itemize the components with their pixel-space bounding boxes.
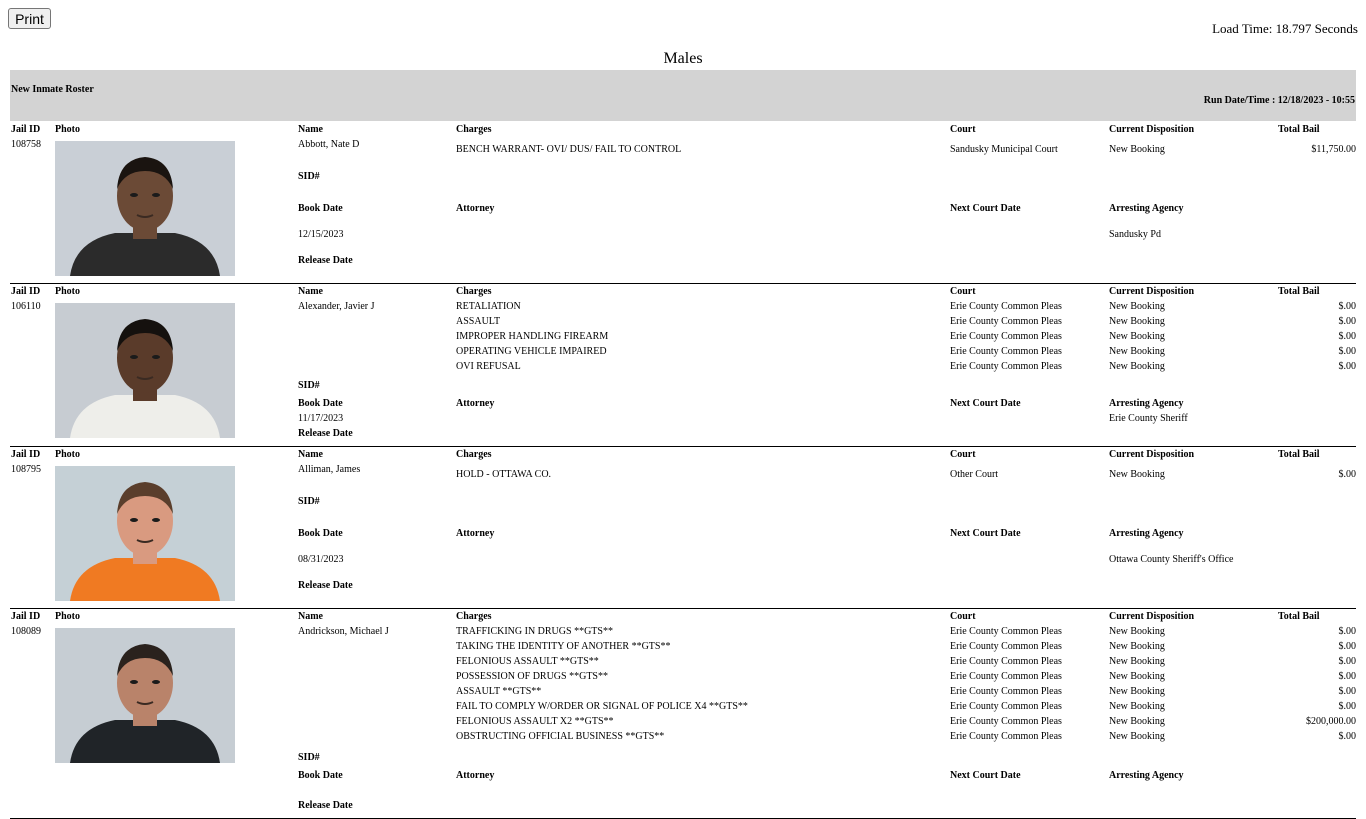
next-court-date-label: Next Court Date — [950, 398, 1021, 409]
charge-court: Erie County Common Pleas — [950, 671, 1062, 682]
charge-disposition: New Booking — [1109, 671, 1165, 682]
charges-label: Charges — [456, 124, 492, 135]
inmate-record — [10, 609, 1356, 819]
jail-id-label: Jail ID — [11, 611, 41, 622]
mugshot-photo — [55, 628, 235, 763]
jail-id-label: Jail ID — [11, 124, 41, 135]
charge-court: Erie County Common Pleas — [950, 686, 1062, 697]
photo-label: Photo — [55, 449, 80, 460]
charge-court: Sandusky Municipal Court — [950, 144, 1058, 155]
charge-bail: $11,750.00 — [1311, 144, 1356, 155]
charge-text: OPERATING VEHICLE IMPAIRED — [456, 346, 607, 357]
charge-bail: $.00 — [1338, 701, 1356, 712]
charge-bail: $.00 — [1338, 686, 1356, 697]
attorney-label: Attorney — [456, 203, 495, 214]
charge-disposition: New Booking — [1109, 686, 1165, 697]
court-label: Court — [950, 449, 976, 460]
charge-disposition: New Booking — [1109, 331, 1165, 342]
name-label: Name — [298, 286, 323, 297]
charge-disposition: New Booking — [1109, 316, 1165, 327]
disposition-label: Current Disposition — [1109, 124, 1195, 135]
book-date-label: Book Date — [298, 528, 343, 539]
charge-court: Erie County Common Pleas — [950, 346, 1062, 357]
charges-label: Charges — [456, 286, 492, 297]
charge-text: IMPROPER HANDLING FIREARM — [456, 331, 609, 342]
arresting-agency: Erie County Sheriff — [1109, 413, 1188, 424]
attorney-label: Attorney — [456, 528, 495, 539]
total-bail-label: Total Bail — [1278, 611, 1320, 622]
charge-bail: $.00 — [1338, 301, 1356, 312]
roster-title: New Inmate Roster — [11, 84, 94, 95]
charge-bail: $.00 — [1338, 656, 1356, 667]
photo-label: Photo — [55, 611, 80, 622]
court-label: Court — [950, 124, 976, 135]
arresting-agency-label: Arresting Agency — [1109, 528, 1184, 539]
load-time: Load Time: 18.797 Seconds — [1212, 21, 1358, 36]
inmate-name: Abbott, Nate D — [298, 139, 360, 150]
charge-text: POSSESSION OF DRUGS **GTS** — [456, 671, 608, 682]
charge-disposition: New Booking — [1109, 626, 1165, 637]
book-date: 12/15/2023 — [298, 229, 344, 240]
next-court-date-label: Next Court Date — [950, 203, 1021, 214]
charge-disposition: New Booking — [1109, 346, 1165, 357]
inmate-name: Andrickson, Michael J — [298, 626, 389, 637]
charge-text: TAKING THE IDENTITY OF ANOTHER **GTS** — [456, 641, 671, 652]
book-date-label: Book Date — [298, 770, 343, 781]
charge-disposition: New Booking — [1109, 361, 1165, 372]
charge-text: HOLD - OTTAWA CO. — [456, 469, 552, 480]
arresting-agency: Sandusky Pd — [1109, 229, 1161, 240]
arresting-agency: Ottawa County Sheriff's Office — [1109, 554, 1234, 565]
mugshot-photo — [55, 303, 235, 438]
jail-id: 108758 — [11, 139, 41, 150]
jail-id-label: Jail ID — [11, 449, 41, 460]
charge-bail: $.00 — [1338, 626, 1356, 637]
jail-id-label: Jail ID — [11, 286, 41, 297]
charge-text: ASSAULT **GTS** — [456, 686, 542, 697]
disposition-label: Current Disposition — [1109, 611, 1195, 622]
run-date: Run Date/Time : 12/18/2023 - 10:55 — [1203, 95, 1355, 106]
sid-label: SID# — [298, 496, 320, 507]
charge-bail: $.00 — [1338, 331, 1356, 342]
inmate-name: Alexander, Javier J — [298, 301, 375, 312]
charge-bail: $.00 — [1338, 641, 1356, 652]
charge-court: Erie County Common Pleas — [950, 701, 1062, 712]
disposition-label: Current Disposition — [1109, 286, 1195, 297]
charge-text: RETALIATION — [456, 301, 521, 312]
charge-text: ASSAULT — [456, 316, 501, 327]
charge-text: FAIL TO COMPLY W/ORDER OR SIGNAL OF POLICE X4 **GTS** — [456, 701, 748, 712]
arresting-agency-label: Arresting Agency — [1109, 398, 1184, 409]
book-date: 11/17/2023 — [298, 413, 344, 424]
court-label: Court — [950, 286, 976, 297]
book-date-label: Book Date — [298, 203, 343, 214]
disposition-label: Current Disposition — [1109, 449, 1195, 460]
photo-label: Photo — [55, 286, 80, 297]
jail-id: 108795 — [11, 464, 41, 475]
jail-id: 106110 — [11, 301, 41, 312]
sid-label: SID# — [298, 171, 320, 182]
attorney-label: Attorney — [456, 398, 495, 409]
next-court-date-label: Next Court Date — [950, 770, 1021, 781]
court-label: Court — [950, 611, 976, 622]
charge-disposition: New Booking — [1109, 469, 1165, 480]
charge-court: Erie County Common Pleas — [950, 626, 1062, 637]
charge-disposition: New Booking — [1109, 641, 1165, 652]
charge-text: FELONIOUS ASSAULT X2 **GTS** — [456, 716, 614, 727]
charge-bail: $.00 — [1338, 671, 1356, 682]
charge-text: OBSTRUCTING OFFICIAL BUSINESS **GTS** — [456, 731, 665, 742]
roster-header-bar — [10, 70, 1356, 121]
charge-disposition: New Booking — [1109, 701, 1165, 712]
charge-court: Erie County Common Pleas — [950, 656, 1062, 667]
inmate-records — [0, 122, 1366, 819]
book-date-label: Book Date — [298, 398, 343, 409]
total-bail-label: Total Bail — [1278, 124, 1320, 135]
mugshot-photo — [55, 141, 235, 276]
release-date-label: Release Date — [298, 800, 353, 811]
mugshot-photo — [55, 466, 235, 601]
charge-text: BENCH WARRANT- OVI/ DUS/ FAIL TO CONTROL — [456, 144, 682, 155]
charge-text: FELONIOUS ASSAULT **GTS** — [456, 656, 599, 667]
name-label: Name — [298, 449, 323, 460]
release-date-label: Release Date — [298, 428, 353, 439]
charge-court: Erie County Common Pleas — [950, 361, 1062, 372]
charge-bail: $200,000.00 — [1306, 716, 1356, 727]
charge-disposition: New Booking — [1109, 301, 1165, 312]
charges-label: Charges — [456, 449, 492, 460]
charge-disposition: New Booking — [1109, 716, 1165, 727]
attorney-label: Attorney — [456, 770, 495, 781]
name-label: Name — [298, 124, 323, 135]
charge-bail: $.00 — [1338, 346, 1356, 357]
charge-court: Erie County Common Pleas — [950, 316, 1062, 327]
jail-id: 108089 — [11, 626, 41, 637]
charge-court: Erie County Common Pleas — [950, 731, 1062, 742]
charge-disposition: New Booking — [1109, 656, 1165, 667]
charge-court: Other Court — [950, 469, 999, 480]
total-bail-label: Total Bail — [1278, 286, 1320, 297]
charge-court: Erie County Common Pleas — [950, 331, 1062, 342]
release-date-label: Release Date — [298, 580, 353, 591]
charge-court: Erie County Common Pleas — [950, 301, 1062, 312]
charge-text: OVI REFUSAL — [456, 361, 521, 372]
arresting-agency-label: Arresting Agency — [1109, 203, 1184, 214]
book-date: 08/31/2023 — [298, 554, 344, 565]
charge-bail: $.00 — [1338, 316, 1356, 327]
photo-label: Photo — [55, 124, 80, 135]
charge-text: TRAFFICKING IN DRUGS **GTS** — [456, 626, 613, 637]
charge-bail: $.00 — [1338, 361, 1356, 372]
page-title: Males — [663, 50, 703, 67]
inmate-name: Alliman, James — [298, 464, 361, 475]
inmate-record — [10, 447, 1356, 609]
next-court-date-label: Next Court Date — [950, 528, 1021, 539]
charge-court: Erie County Common Pleas — [950, 641, 1062, 652]
charge-disposition: New Booking — [1109, 144, 1165, 155]
inmate-record — [10, 122, 1356, 284]
arresting-agency-label: Arresting Agency — [1109, 770, 1184, 781]
charge-court: Erie County Common Pleas — [950, 716, 1062, 727]
name-label: Name — [298, 611, 323, 622]
release-date-label: Release Date — [298, 255, 353, 266]
inmate-record — [10, 284, 1356, 447]
print-button[interactable]: Print — [8, 8, 51, 29]
sid-label: SID# — [298, 752, 320, 763]
total-bail-label: Total Bail — [1278, 449, 1320, 460]
charge-bail: $.00 — [1338, 469, 1356, 480]
sid-label: SID# — [298, 380, 320, 391]
charge-disposition: New Booking — [1109, 731, 1165, 742]
charge-bail: $.00 — [1338, 731, 1356, 742]
charges-label: Charges — [456, 611, 492, 622]
